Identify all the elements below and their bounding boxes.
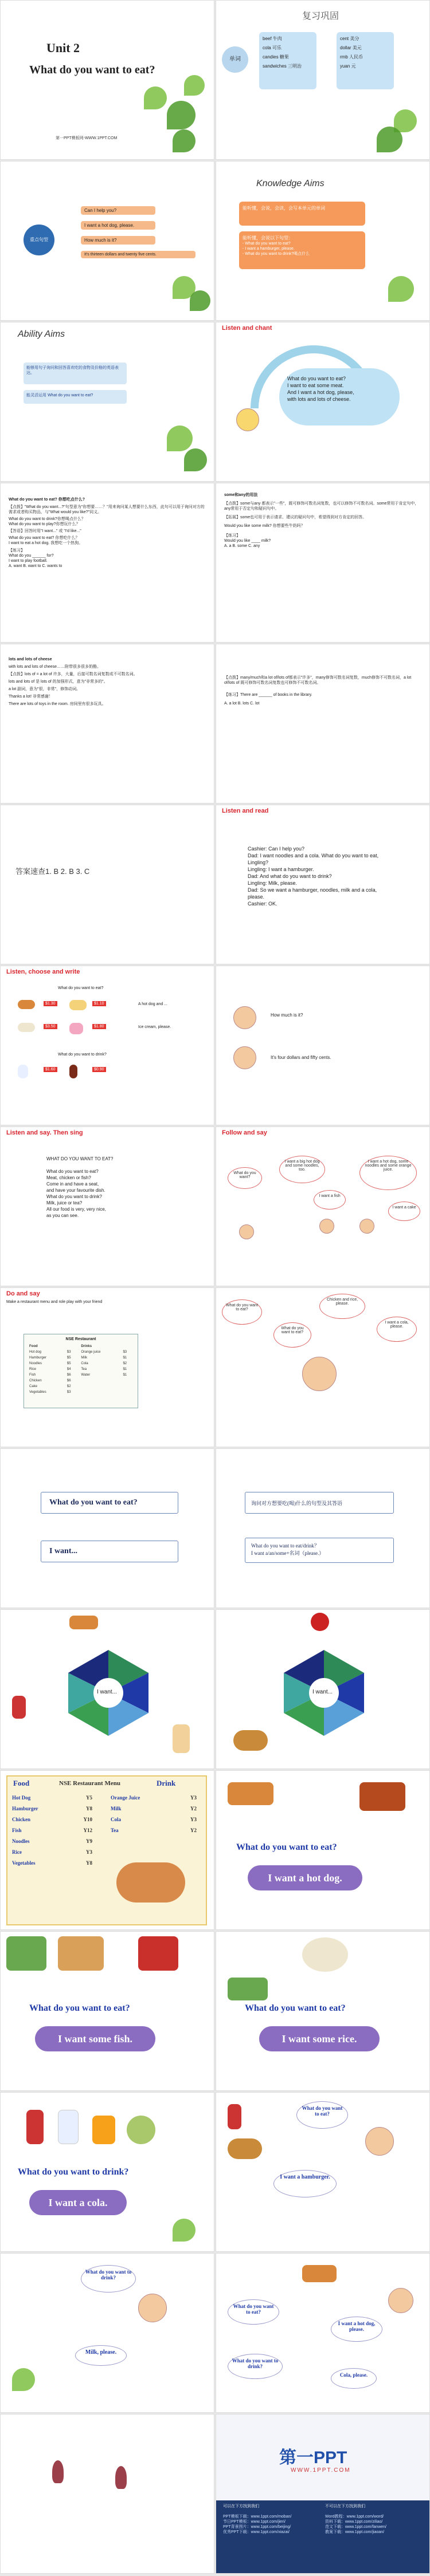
slide-heading: Do and say — [6, 1290, 40, 1297]
food-platter-icon — [116, 1862, 185, 1903]
menu-board — [6, 1775, 207, 1925]
cola-icon — [69, 1065, 77, 1078]
question-text: How much is it? — [271, 1013, 303, 1018]
key-sentence-circle: 重点句型 — [24, 224, 54, 255]
site-link[interactable]: Word教程：www.1ppt.com/word/ — [325, 2515, 384, 2519]
unit-label: Unit 2 — [46, 41, 80, 55]
milk-icon — [18, 1065, 28, 1078]
sentence-item: I want a hot dog, please. — [81, 221, 155, 230]
answer-pill: I want some rice. — [259, 2026, 380, 2051]
menu-row — [12, 1847, 92, 1858]
slide-answers — [0, 805, 214, 964]
hex-center-label: I want... — [97, 1689, 118, 1695]
apple-icon — [311, 1613, 329, 1631]
food-list — [12, 1793, 92, 1869]
menu-row — [111, 1803, 197, 1814]
hotdog-icon — [228, 1782, 273, 1805]
menu-item: Orange juice — [81, 1350, 101, 1354]
cola-icon — [228, 2104, 241, 2129]
menu-item: Cake — [29, 1385, 38, 1388]
menu-price: $5 — [67, 1362, 71, 1365]
cherry-icon — [115, 2466, 127, 2489]
menu-price: $5 — [67, 1356, 71, 1360]
answer-line: Ice cream, please. — [138, 1025, 171, 1029]
menu-item: Hamburger — [12, 1806, 38, 1811]
site-link[interactable]: 节日PPT模板：www.1ppt.com/jieri/ — [223, 2520, 286, 2524]
speech-bubble: What do you want to eat? — [228, 2299, 279, 2325]
slide-knowledge-aims — [216, 161, 430, 321]
menu-row — [111, 1793, 197, 1803]
right-word-box — [337, 32, 394, 89]
leaf-icon — [388, 276, 414, 302]
slide-sentence-frame — [0, 1448, 214, 1608]
price-tag: $0.90 — [92, 1067, 106, 1072]
child-avatar — [359, 1219, 374, 1234]
menu-item: Chicken — [29, 1379, 42, 1382]
menu-item: Water — [81, 1373, 91, 1377]
site-link[interactable]: PPT背景图片：www.1ppt.com/beijing/ — [223, 2525, 291, 2529]
menu-price: $4 — [67, 1368, 71, 1371]
menu-item: Milk — [111, 1806, 122, 1811]
leaf-icon — [173, 2219, 196, 2242]
menu-item: Vegetables — [29, 1391, 46, 1394]
slide-qa-fish — [0, 1931, 214, 2091]
speech-bubble: I want a hot dog, please. — [331, 2317, 382, 2342]
slide-grammar-want — [0, 483, 214, 643]
juice-icon — [92, 2116, 115, 2144]
dialog-text: Cashier: Can I help you? Dad: I want noodles and a cola. What do you want to eat, Lingling? Lingling: I want a hamburger. Dad: And what do you want to drink? Lingling: Milk, please. Dad: So we want a hamburger, noodles, milk and a cola, please. Cashier: OK. — [248, 846, 379, 907]
fish-dish-icon — [58, 1936, 104, 1971]
question-caption: What do you want to eat? — [245, 2003, 346, 2013]
slide-key-sentences — [0, 161, 214, 321]
child-avatar — [239, 1224, 254, 1239]
question-caption: What do you want to eat? — [29, 2003, 130, 2013]
drink-list — [111, 1793, 197, 1836]
menu-item: Hot Dog — [12, 1795, 31, 1801]
grammar-text: There are lots of toys in the room. 房间里有很多玩具。 — [9, 702, 106, 706]
food-row — [18, 998, 150, 1015]
question-caption: What do you want to eat? — [236, 1842, 337, 1852]
boy-avatar — [233, 1046, 256, 1069]
leaf-icon — [190, 290, 210, 311]
aim-text: - What do you want to eat? — [243, 242, 291, 246]
aim-text: - I want a hamburger, please. — [243, 247, 295, 251]
menu-item: Hamburger — [29, 1356, 47, 1360]
menu-header: NSE Restaurant Menu — [59, 1780, 120, 1787]
slide-listen-read — [216, 805, 430, 964]
menu-item: Fish — [29, 1373, 36, 1377]
slide-hex-food-2 — [216, 1609, 430, 1769]
leaf-icon — [377, 127, 402, 152]
site-link[interactable]: 优秀PPT下载：www.1ppt.com/xiazai/ — [223, 2530, 290, 2534]
site-link[interactable]: 范文下载：www.1ppt.com/fanwen/ — [325, 2525, 386, 2529]
menu-item: Noodles — [29, 1362, 42, 1365]
exercise-options: A. a lot B. lots C. lot — [224, 702, 260, 706]
hamburger-icon — [228, 2138, 262, 2159]
speech-bubble: What do you want? — [228, 1167, 262, 1189]
slide-title — [0, 0, 214, 160]
grammar-head: What do you want to eat? 你想吃点什么? — [9, 498, 85, 502]
menu-item: Vegetables — [12, 1860, 36, 1866]
link-panel — [216, 2500, 430, 2574]
menu-row — [111, 1814, 197, 1825]
menu-price: Y8 — [86, 1860, 92, 1866]
ability-box — [24, 390, 127, 404]
aim-box — [239, 202, 365, 226]
menu-price: $3 — [67, 1391, 71, 1394]
grammar-text: with lots and lots of cheese……附带很多很多奶酪。 — [9, 665, 101, 669]
rice-icon — [302, 1937, 348, 1972]
answer-pill: I want some fish. — [35, 2026, 155, 2051]
food-row — [18, 1021, 150, 1038]
slide-heading: Listen and say. Then sing — [6, 1129, 83, 1136]
exercise-text: 【练习】 Would you like ____ milk? A. a B. some C. any — [224, 534, 271, 548]
menu-row — [12, 1793, 92, 1803]
icecream-icon — [69, 1023, 83, 1034]
slide-grammar-some-any — [216, 483, 430, 643]
review-title: 复习巩固 — [302, 11, 339, 21]
menu-row — [111, 1825, 197, 1836]
menu-row — [12, 1803, 92, 1814]
speech-bubble: Cola, please. — [331, 2368, 377, 2389]
lesson-title: What do you want to eat? — [29, 64, 155, 76]
slide-heading: Listen, choose and write — [6, 968, 80, 975]
menu-price: Y3 — [190, 1817, 197, 1822]
slide-heading: Listen and read — [222, 808, 269, 814]
slide-role-play — [216, 1287, 430, 1447]
question-text: What do you want to eat? — [58, 986, 104, 990]
aim-text: 能听懂，会说，会读，会写本单元的单词 — [243, 206, 325, 211]
menu-price: $2 — [123, 1362, 127, 1365]
word-item: yuan 元 — [340, 64, 356, 69]
menu-price: $1 — [123, 1373, 127, 1377]
grammar-text: 【答语】回答时用"I want..." 或 "I'd like..." — [9, 529, 81, 533]
restaurant-menu — [24, 1334, 138, 1408]
menu-table — [26, 1343, 135, 1396]
leaf-icon — [184, 448, 207, 471]
menu-price: $6 — [67, 1379, 71, 1382]
link-list — [223, 2514, 320, 2535]
answer-box: I want... — [41, 1541, 178, 1562]
ability-text: 能灵活运用 What do you want to eat? — [26, 393, 93, 397]
grammar-text: 【点拨】lots of = a lot of 许多，大量，后接可数名词复数或不可数名词。 — [9, 672, 138, 676]
child-avatar — [236, 408, 259, 431]
slide-ability-aims — [0, 322, 214, 482]
word-item: rmb 人民币 — [340, 54, 363, 60]
col-header: Food — [29, 1345, 38, 1348]
word-item: candies 糖果 — [263, 54, 289, 60]
menu-price: Y10 — [83, 1817, 92, 1822]
menu-row — [12, 1836, 92, 1847]
menu-item: Rice — [12, 1849, 22, 1855]
question-text: What do you want to drink? — [58, 1053, 107, 1057]
slide-heading: Follow and say — [222, 1129, 267, 1136]
answer-pill: I want a cola. — [29, 2190, 127, 2215]
noodles-icon — [69, 1000, 87, 1010]
word-item: cent 美分 — [340, 36, 359, 41]
menu-row — [12, 1825, 92, 1836]
menu-item: Cola — [81, 1362, 88, 1365]
chant-cloud — [279, 368, 400, 426]
slide-choose-write — [0, 966, 214, 1125]
ability-title: Ability Aims — [18, 329, 65, 339]
menu-price: $3 — [123, 1350, 127, 1354]
grammar-text: Thanks a lot! 非常感谢！ — [9, 695, 53, 699]
grammar-text: lots and lots of 是 lots of 的加强形式，意为"非常多的"。 — [9, 680, 108, 684]
menu-item: Cola — [111, 1817, 121, 1822]
grammar-text: Would you like some milk? 你想要些牛奶吗？ — [224, 524, 305, 528]
salad-icon — [6, 1936, 46, 1971]
footer-site: 第一PPT模板网-WWW.1PPT.COM — [56, 136, 118, 140]
ability-box — [24, 363, 127, 384]
grammar-text: 【点拨】"What do you want...?"句型意为"你想要……？"用来询问某人想要什么东西，此句可以用于询问对方的需求或者购买物品，与"What would you like?"同义。 — [9, 505, 205, 514]
slide-decor — [0, 2414, 214, 2574]
price-tag: $1.10 — [92, 1001, 106, 1006]
song-lyrics: WHAT DO YOU WANT TO EAT? What do you want to eat? Meat, chicken or fish? Come in and have a seat, and have your favourite dish. What do you want to drink? Milk, juice or tea? All our food is very, very nice, as you can see. — [46, 1156, 114, 1218]
sentence-item: It's thirteen dollars and twenty five cents. — [81, 251, 196, 258]
menu-item: Chicken — [12, 1817, 31, 1822]
panel-heading: 不可以在下方找到我们 — [325, 2504, 365, 2508]
speech-bubble: I want a hot dog, some noodles and some orange juice. — [359, 1156, 417, 1190]
waiter-avatar — [365, 2127, 394, 2156]
leaf-icon — [167, 426, 193, 451]
menu-item: Tea — [111, 1827, 119, 1833]
pattern-box: What do you want to eat/drink？ I want a/an/some+名词（please.） — [245, 1538, 394, 1563]
word-item: dollar 美元 — [340, 45, 362, 50]
slide-qa-hotdog — [216, 1770, 430, 1930]
speech-bubble: What do you want to drink? — [228, 2354, 283, 2379]
girl-avatar — [233, 1006, 256, 1029]
menu-price: Y2 — [190, 1806, 197, 1811]
sentence-item: Can I help you? — [81, 206, 155, 215]
exercise-text: 【练习】There are ______ of books in the library. — [224, 693, 312, 697]
waiter-avatar — [138, 2294, 167, 2322]
aim-box — [239, 231, 365, 269]
icecream-icon — [173, 1724, 190, 1753]
slide-price-menu — [0, 1770, 214, 1930]
slide-listen-chant — [216, 322, 430, 482]
hotdog-icon — [69, 1616, 98, 1629]
left-word-box — [259, 32, 316, 89]
word-item: beef 牛肉 — [263, 36, 282, 41]
grammar-head: lots and lots of cheese — [9, 657, 52, 661]
answer-pill: I want a hot dog. — [248, 1865, 362, 1890]
grammar-text: 【拓展】some也可用于表示请求、建议的疑问句中，希望得到对方肯定的回答。 — [224, 515, 367, 519]
drink-header: Drink — [157, 1779, 176, 1787]
speech-bubble: Milk, please. — [75, 2345, 127, 2366]
site-link[interactable]: 资料下载：www.1ppt.com/ziliao/ — [325, 2520, 383, 2524]
leaf-icon — [173, 129, 196, 152]
slide-hex-food — [0, 1609, 214, 1769]
slide-qa-hotdog-cola — [216, 2253, 430, 2413]
grammar-text: 【点拨】some与any 都表示"一些"，既可修饰可数名词复数，也可以修饰不可数名词。some常用于肯定句中，any常用于否定句和疑问句中。 — [224, 502, 419, 511]
exercise-text: 【练习】 What do you ______ for? I want to play football. A. want B. want to C. wants to — [9, 549, 62, 568]
instruction-text: Make a restaurant menu and role play with your friend — [6, 1300, 103, 1304]
tea-icon — [127, 2116, 155, 2144]
aim-text: 能听懂，会说以下句型： — [243, 235, 293, 241]
slide-review-words — [216, 0, 430, 160]
hotdog-icon — [302, 2265, 337, 2282]
speech-bubble: What do you want to eat? — [273, 1322, 311, 1348]
menu-price: $1 — [123, 1356, 127, 1360]
menu-price: Y3 — [86, 1849, 92, 1855]
hotdog-icon — [18, 1000, 35, 1009]
menu-item: Rice — [29, 1368, 37, 1371]
question-box: What do you want to eat? — [41, 1492, 178, 1514]
chicken-icon — [359, 1782, 405, 1811]
grammar-text: a lot 副词，意为"很，非常"，修饰动词。 — [9, 687, 81, 691]
slide-qa-milk — [0, 2253, 214, 2413]
slide-do-say — [0, 1287, 214, 1447]
menu-item: Hot dog — [29, 1350, 42, 1354]
answer-text: 答案速查1. B 2. B 3. C — [15, 867, 90, 876]
ability-text: 能够用句子询问和回答喜欢吃的食物及价格的英语表达。 — [26, 366, 119, 375]
menu-price: Y3 — [190, 1795, 197, 1801]
menu-price: $2 — [67, 1385, 71, 1388]
sentence-item: How much is it? — [81, 236, 155, 245]
speech-bubble: What do you want to drink? — [81, 2265, 136, 2293]
answer-line: A hot dog and ... — [138, 1002, 167, 1006]
speech-bubble: I want a cola, please. — [377, 1317, 417, 1342]
leaf-icon — [12, 2368, 35, 2391]
leaf-icon — [144, 86, 167, 109]
slide-grammar-many — [216, 644, 430, 803]
cola-icon — [12, 1696, 26, 1719]
brand-logo: 第一PPT — [279, 2448, 347, 2467]
menu-price: Y2 — [190, 1827, 197, 1833]
menu-item: Orange Juice — [111, 1795, 140, 1801]
grammar-text: What do you want to drink?你想喝点什么？ What do you want to play?你想玩什么？ — [9, 517, 85, 526]
question-caption: What do you want to drink? — [18, 2167, 129, 2177]
menu-item: Noodles — [12, 1838, 30, 1844]
menu-price: $6 — [67, 1373, 71, 1377]
leaf-icon — [167, 101, 196, 129]
menu-row — [12, 1814, 92, 1825]
col-header: Drinks — [81, 1345, 92, 1348]
slide-grammar-lots — [0, 644, 214, 803]
menu-price: Y5 — [86, 1795, 92, 1801]
hex-center-label: I want... — [312, 1689, 333, 1695]
knowledge-title: Knowledge Aims — [256, 179, 325, 188]
menu-title: NSE Restaurant — [65, 1337, 96, 1341]
menu-row — [12, 1858, 92, 1869]
girl-avatar — [302, 1357, 337, 1391]
speech-bubble: What do you want to eat? — [296, 2101, 348, 2129]
words-tag: 单词 — [222, 46, 248, 73]
menu-item: Milk — [81, 1356, 88, 1360]
leaf-icon — [184, 75, 205, 96]
pattern-box: 询问对方想要吃(喝)什么的句型及其答语 — [245, 1492, 394, 1514]
drink-row — [18, 1064, 150, 1081]
cola-icon — [26, 2110, 44, 2144]
chant-text: What do you want to eat? I want to eat some meat. And I want a hot dog, please, with lots and lots of cheese. — [287, 376, 354, 402]
word-item: sandwiches 三明治 — [263, 64, 302, 69]
speech-bubble: I want a cake — [388, 1202, 420, 1221]
speech-bubble: I want a hamburger. — [273, 2170, 337, 2197]
grammar-text: 【点拨】many/much和a lot of/lots of都表示"许多"，many修饰可数名词复数，much修饰不可数名词，a lot of/lots of 既可修饰可数名词复数也可修饰不可数名词。 — [224, 676, 412, 685]
slide-heading: Listen and chant — [222, 325, 272, 332]
tomato-icon — [138, 1936, 178, 1971]
speech-bubble: Chicken and rice, please. — [319, 1294, 365, 1319]
cherry-icon — [52, 2460, 64, 2483]
menu-price: Y12 — [83, 1827, 92, 1833]
link-list — [325, 2514, 423, 2535]
milk-icon — [58, 2110, 79, 2144]
word-item: cola 可乐 — [263, 45, 282, 50]
speech-bubble: I want a big hot dog and some noodles, too. — [279, 1156, 325, 1183]
site-link[interactable]: PPT模板下载：www.1ppt.com/moban/ — [223, 2515, 292, 2519]
rice-icon — [18, 1023, 35, 1032]
waiter-avatar — [388, 2288, 413, 2313]
slide-qa-cola — [0, 2092, 214, 2252]
grammar-head: some和any的用法 — [224, 493, 258, 497]
menu-price: Y9 — [86, 1838, 92, 1844]
price-tag: $3.50 — [44, 1024, 57, 1029]
price-tag: $1.30 — [44, 1001, 57, 1006]
food-header: Food — [13, 1779, 30, 1787]
panel-heading: 可以在下方找到我们 — [223, 2504, 259, 2508]
slide-qa-rice — [216, 1931, 430, 2091]
menu-item: Fish — [12, 1827, 22, 1833]
grammar-text: What do you want to eat? 你想吃什么？ I want to eat a hot dog. 我想吃一个热狗。 — [9, 536, 83, 545]
answer-text: It's four dollars and fifty cents. — [271, 1055, 331, 1060]
dish-icon — [228, 1978, 268, 2000]
slide-follow-say — [216, 1126, 430, 1286]
slide-brand — [216, 2414, 430, 2574]
child-avatar — [319, 1219, 334, 1234]
menu-price: $3 — [67, 1350, 71, 1354]
site-link[interactable]: 教案下载：www.1ppt.com/jiaoan/ — [325, 2530, 385, 2534]
hamburger-icon — [233, 1730, 268, 1751]
speech-bubble: What do you want to eat? — [222, 1299, 262, 1325]
slide-qa-hamburger — [216, 2092, 430, 2252]
slide-pattern — [216, 1448, 430, 1608]
price-tag: $1.60 — [44, 1067, 57, 1072]
price-tag: $1.80 — [92, 1024, 106, 1029]
slide-how-much — [216, 966, 430, 1125]
menu-item: Tea — [81, 1368, 87, 1371]
slide-song — [0, 1126, 214, 1286]
brand-url: WWW.1PPT.COM — [291, 2467, 351, 2473]
aim-text: - What do you want to drink?喝点什么 — [243, 252, 310, 256]
menu-price: $1 — [123, 1368, 127, 1371]
speech-bubble: I want a fish — [314, 1190, 346, 1210]
menu-price: Y8 — [86, 1806, 92, 1811]
